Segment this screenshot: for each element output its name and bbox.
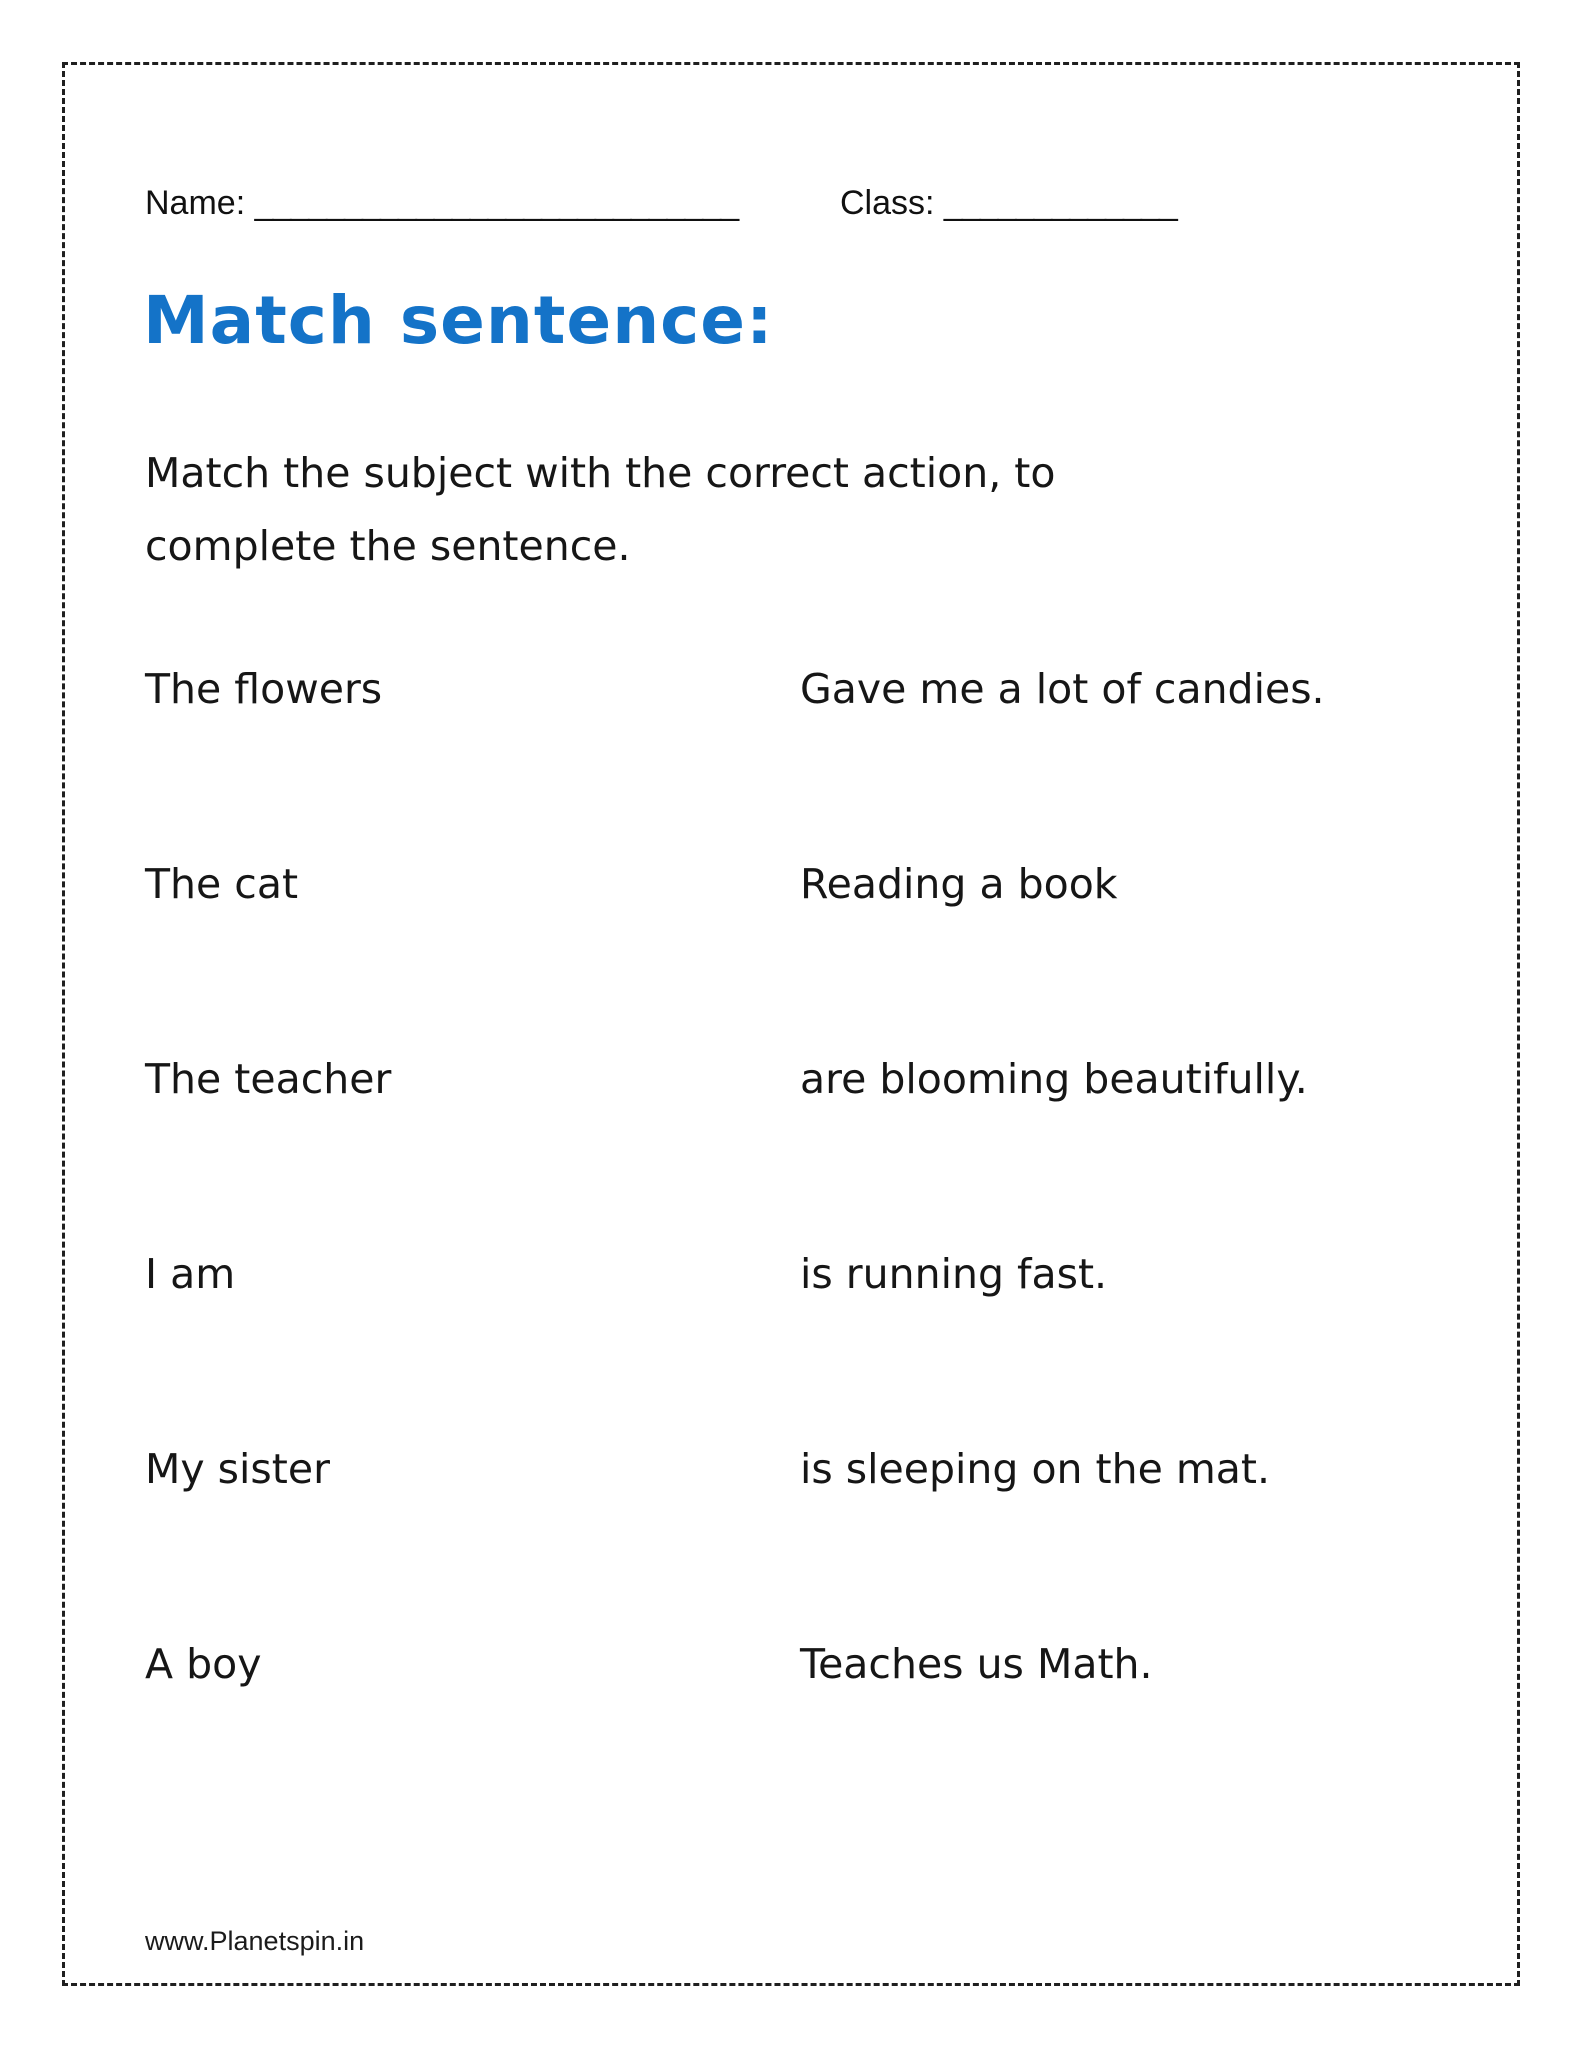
- action-item: Reading a book: [800, 860, 1118, 908]
- subject-item: The teacher: [145, 1055, 392, 1103]
- name-field: [145, 184, 738, 223]
- worksheet-title: Match sentence:: [143, 282, 774, 359]
- class-field: [840, 184, 1177, 223]
- action-item: are blooming beautifully.: [800, 1055, 1308, 1103]
- class-label: Class:: [840, 184, 935, 222]
- instruction-line-1: Match the subject with the correct action, to: [145, 449, 1056, 497]
- instruction-line-2: complete the sentence.: [145, 522, 631, 570]
- instructions-text: [145, 437, 1055, 583]
- subject-item: The flowers: [145, 665, 383, 713]
- name-blank-line: ___________________________: [254, 184, 739, 222]
- subject-item: The cat: [145, 860, 299, 908]
- action-item: is running fast.: [800, 1250, 1108, 1298]
- name-label: Name:: [145, 184, 246, 222]
- subject-item: A boy: [145, 1640, 262, 1688]
- class-blank-line: _____________: [943, 184, 1177, 222]
- action-item: is sleeping on the mat.: [800, 1445, 1271, 1493]
- action-item: Teaches us Math.: [800, 1640, 1153, 1688]
- subject-item: I am: [145, 1250, 236, 1298]
- footer-url: www.Planetspin.in: [145, 1926, 365, 1956]
- action-item: Gave me a lot of candies.: [800, 665, 1325, 713]
- subject-item: My sister: [145, 1445, 330, 1493]
